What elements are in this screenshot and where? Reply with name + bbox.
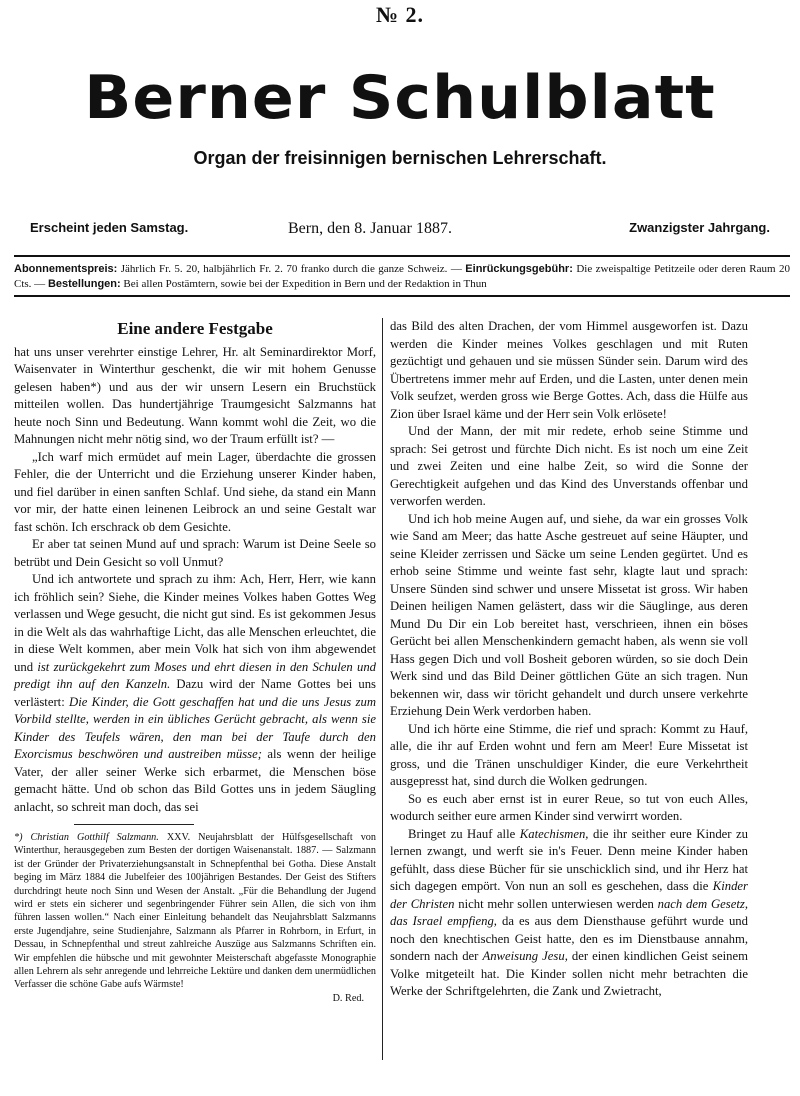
- paragraph: So es euch aber ernst ist in eurer Reue, so tut von euch Alles, wodurch seither eure armen Kinder sind verwirrt worden.: [390, 791, 748, 823]
- paragraph: das Bild des alten Drachen, der vom Himmel ausgeworfen ist. Dazu werden die Kinder meines Volkes geschlagen und mit Ruten gezüchtigt und gehauen und sie müssen Sünder sein. Darum wird des Übertretens immer mehr auf Erden, und die Lasten, unter denen mein Volk seufzet, werden gross wie Berge Gottes. Ach, dass die Hülfe aus Zion über Israel käme und der Herr sein Volk erlösete!: [390, 319, 748, 421]
- footnote-signature: D. Red.: [332, 992, 364, 1004]
- publication-schedule: Erscheint jeden Samstag.: [30, 220, 189, 235]
- top-rule: [14, 255, 790, 257]
- dateline: Bern, den 8. Januar 1887.: [288, 220, 452, 237]
- ads-label: Einrückungsgebühr:: [465, 263, 573, 275]
- issue-info-line: [30, 220, 770, 240]
- footnote: [14, 831, 376, 1005]
- bottom-rule: [14, 295, 790, 297]
- masthead-subtitle: Organ der freisinnigen bernischen Lehrerschaft.: [193, 148, 607, 168]
- volume-label: Zwanzigster Jahrgang.: [629, 220, 770, 235]
- issue-number: № 2.: [375, 2, 425, 27]
- paragraph: Und ich hörte eine Stimme, die rief und sprach: Kommt zu Hauf, alle, die ihr auf Erden wohnt und fern am Meer! Eure Missetat ist gross, und die Tränen unschuldiger Kinder, die eure Verkehrtheit ausgepresst hat, sind durch die Wolken gedrungen.: [390, 721, 748, 788]
- left-column: [14, 318, 376, 1005]
- subscription-info: [14, 262, 790, 292]
- price-text: Jährlich Fr. 5. 20, halbjährlich Fr. 2. 70 franko durch die ganze Schweiz. —: [120, 263, 462, 275]
- ads-text: Die zweispaltige Petitzeile oder deren Raum 20 Cts. —: [14, 263, 791, 290]
- footnote-author: *) Christian Gotthilf Salzmann.: [14, 832, 159, 843]
- paragraph: Er aber tat seinen Mund auf und sprach: Warum ist Deine Seele so betrübt und Dein Gesicht so voll Unmut?: [14, 537, 376, 569]
- column-divider: [382, 318, 383, 1060]
- paragraph: Und der Mann, der mit mir redete, erhob seine Stimme und sprach: Sei getrost und fürchte Dich nicht. Es ist noch um eine Zeit und zwei Zeiten und eine halbe Zeit, so wird die Sonne der Gerechtigkeit aufgehen und das Kind des Unverstands offenbar und verworfen werden.: [390, 424, 748, 508]
- masthead-title: Berner Schulblatt: [84, 63, 716, 133]
- right-column: [390, 318, 748, 1001]
- footnote-rule: [74, 824, 194, 825]
- paragraph: Und ich antwortete und sprach zu ihm: Ach, Herr, Herr, wie kann ich fröhlich sein? Siehe, die Kinder meines Volkes haben Gottes Weg verlassen und Wege gesucht, die nicht gut sind. Es ist gekommen Jesus in die Welt als das wahrhaftige Licht, das alle Menschen erleuchtet, die in diese Welt kommen, aber mein Volk hat sich von ihm abgewendet und ist zurückgekehrt zum Moses und ehrt diesen in den Schulen und predigt ihn auf den Kanzeln. Dazu wird der Name Gottes bei uns verlästert: Die Kinder, die Gott geschaffen hat und die uns Jesus zum Vorbild stellte, werden in ein übliches Gerücht gebracht, als wenn sie Kinder des Teufels wären, den man bei der Taufe durch den Exorcismus beschwören und austreiben müsse; als wenn der heilige Vater, der aller seiner Werke sich erbarmet, die Menschen böse gemacht hätte. Und ob schon das Bild Gottes uns in jedem Säugling anlacht, so schreit man doch, das sei: [14, 572, 377, 814]
- footnote-text: XXV. Neujahrsblatt der Hülfsgesellschaft von Winterthur, herausgegeben zum Besten der dortigen Waisenanstalt. 1887. — Salzmann ist der Gründer der Privaterziehungsanstalt in Schnepfenthal bei Gotha. Diese Anstalt beging im März 1884 die Jubelfeier des 100jährigen Bestandes. Der Geist des Stifters durchdringt heute noch Sinn und Wesen der Anstalt. „Für die Behandlung der Jugend wird er stets ein sicherer und segenbringender Führer sein Allen, die sich von ihm führen lassen wollen.“ Nach einer Einleitung behandelt das Neujahrsblatt Salzmanns erste Jugendjahre, seine Studienjahre, Salzmann als Pfarrer in Rohrborn, in Erfurt, in Dessau, in Schnepfenthal und streut zahlreiche Auszüge aus Salzmanns Schriften ein. Wir empfehlen die hübsche und mit gewohnter Meisterschaft abgefasste Monographie allen Lehrern als sehr anregende und lehrreiche Lektüre und danken dem unermüdlichen Verfasser die schöne Gabe aufs Wärmste!: [14, 832, 376, 991]
- orders-label: Bestellungen:: [47, 278, 121, 290]
- orders-text: Bei allen Postämtern, sowie bei der Expedition in Bern und der Redaktion in Thun: [123, 278, 487, 290]
- paragraph: Und ich hob meine Augen auf, und siehe, da war ein grosses Volk wie Sand am Meer; das hatte Asche gestreuet auf seine Häupter, und seine Kleider zerrissen und Säcke um seine Lenden gegürtet. Und es erhob seine Stimme und weinte fast sehr, klagte laut und sprach: Unsere Sünden sind schwer und unsere Missetat ist gross. Wir haben Deinen heiligen Namen gelästert, dass wir die Säuglinge, aus deren Mund Du Dir ein Lob bereitet hast, verschrieen, ihnen ein böses Gerücht bei allen Menschenkindern gemacht haben, als wenn sie voll Hass gegen Dich und voll Bosheit geboren würden, so sie doch Dein Werk sind und das Bild Deiner göttlichen Güte an sich tragen. Nun bekennen wir, dass wir töricht gehandelt und durch unsere verkehrte Erziehung Dein Werk verdorben haben.: [390, 511, 748, 718]
- article-headline: Eine andere Festgabe: [117, 319, 273, 338]
- left-paragraphs: [14, 344, 376, 572]
- paragraph: hat uns unser verehrter einstige Lehrer, Hr. alt Seminardirektor Morf, Waisenvater in Winterthur geschenkt, die wir mit hohem Genusse gelesen haben*) und aus der wir unsern Lesern ein Bruchstück mitteilen wollen. Das hundertjährige Traumgesicht Salzmanns hat heute noch Sinn und Bedeutung. Wann kommt wohl die Zeit, wo die Mahnungen nicht mehr nötig sind, wo der Traum erfüllt ist? —: [14, 344, 376, 446]
- paragraph: „Ich warf mich ermüdet auf mein Lager, überdachte die grossen Fehler, die der Unterricht und die Erziehung unserer Kinder haben, und fiel darüber in einen sanften Schlaf. Und siehe, da stand ein Mann vor mir, der hatte einen leinenen Leibrock an und seine Gestalt war fast schön. Ich erschrack ob dem Gesichte.: [14, 449, 376, 534]
- price-label: Abonnementspreis:: [14, 263, 118, 275]
- paragraph: Bringet zu Hauf alle Katechismen, die ihr seither eure Kinder zu lernen zwangt, und werft sie in's Feuer. Denn meine Kinder haben gefühlt, dass diese Bücher für sie unschicklich sind, und ihr Herz hat sich dagegen empört. Von nun an soll es geschehen, dass die Kinder der Christen nicht mehr sollen unterwiesen werden nach dem Gesetz, das Israel empfieng, da es aus dem Diensthause geführt wurde und noch den knechtischen Geist hatte, den es im Dienstbause annahm, sondern nach der Anweisung Jesu, der einen kindlichen Geist seinem Volke mitgeteilt hat. Die Kinder sollen nicht mehr betrachten die Werke der Schriftgelehrten, die Zank und Zwietracht,: [390, 826, 749, 998]
